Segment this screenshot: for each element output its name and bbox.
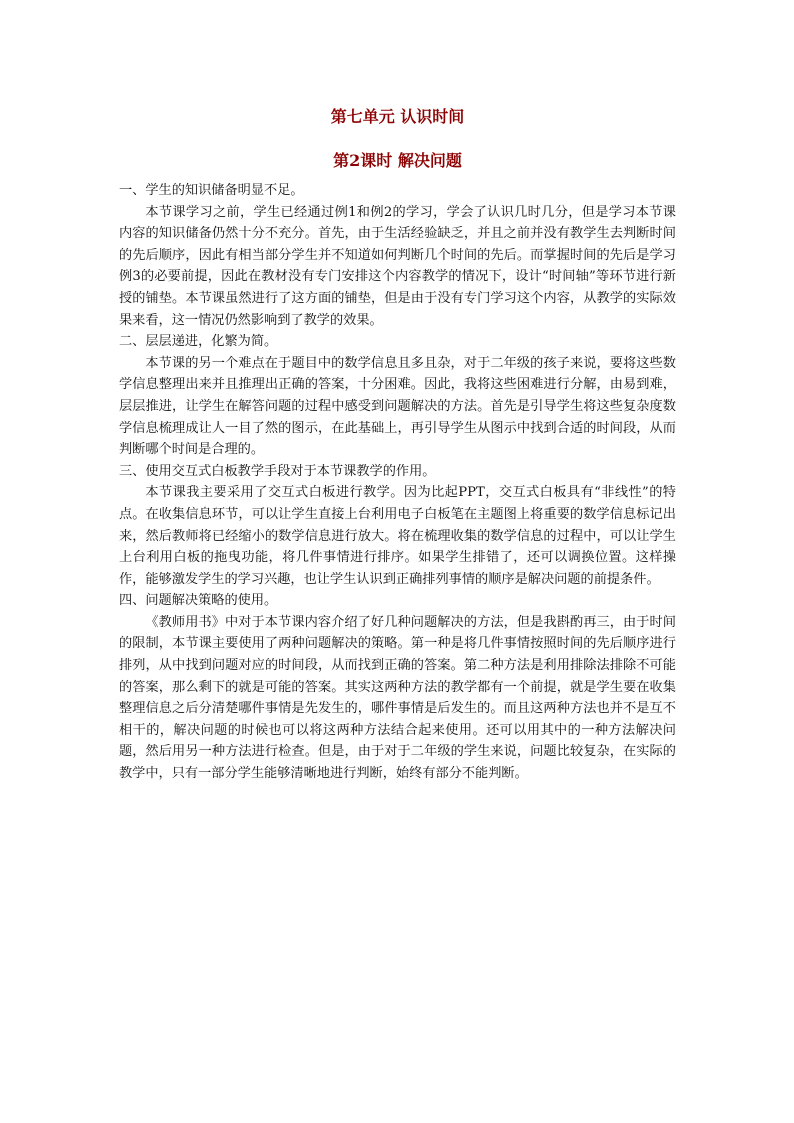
- section-heading: 一、学生的知识储备明显不足。: [119, 183, 304, 198]
- section-3: [119, 461, 676, 591]
- section-paragraph: 本节课我主要采用了交互式白板进行教学。因为比起PPT，交互式白板具有“非线性”的特点。在收集信息环节，可以让学生直接上台利用电子白板笔在主题图上将重要的数学信息标记出来，然后教师将已经缩小的数学信息进行放大。将在梳理收集的数学信息的过程中，可以让学生上台利用白板的拖曳功能，将几件事情进行排序。如果学生排错了，还可以调换位置。这样操作，能够激发学生的学习兴趣，也让学生认识到正确排列事情的顺序是解决问题的前提条件。: [119, 485, 676, 587]
- section-paragraph: 本节课学习之前，学生已经通过例1和例2的学习，学会了认识几时几分，但是学习本节课内容的知识储备仍然十分不充分。首先，由于生活经验缺乏，并且之前并没有教学生去判断时间的先后顺序，因此有相当部分学生并不知道如何判断几个时间的先后。而掌握时间的先后是学习例3的必要前提，因此在教材没有专门安排这个内容教学的情况下，设计“时间轴”等环节进行新授的铺垫。本节课虽然进行了这方面的铺垫，但是由于没有专门学习这个内容，从教学的实际效果来看，这一情况仍然影响到了教学的效果。: [119, 204, 676, 328]
- section-heading: 三、使用交互式白板教学手段对于本节课教学的作用。: [119, 463, 436, 479]
- document-title: 第七单元 认识时间: [330, 107, 465, 126]
- section-heading: 二、层层递进，化繁为简。: [119, 334, 278, 350]
- document-subtitle: 第2课时 解决问题: [333, 151, 462, 170]
- document-body: [119, 104, 676, 785]
- section-1: [119, 180, 676, 331]
- section-paragraph: 《教师用书》中对于本节课内容介绍了好几种问题解决的方法，但是我斟酌再三，由于时间的限制，本节课主要使用了两种问题解决的策略。第一种是将几件事情按照时间的先后顺序进行排列，从中找到问题对应的时间段，从而找到正确的答案。第二种方法是利用排除法排除不可能的答案，那么剩下的就是可能的答案。其实这两种方法的教学都有一个前提，就是学生要在收集整理信息之后分清楚哪件事情是先发生的，哪件事情是后发生的。而且这两种方法也并不是互不相干的，解决问题的时候也可以将这两种方法结合起来使用。还可以用其中的一种方法解决问题，然后用另一种方法进行检查。但是，由于对于二年级的学生来说，问题比较复杂，在实际的教学中，只有一部分学生能够清晰地进行判断，始终有部分不能判断。: [119, 614, 676, 782]
- section-4: [119, 590, 676, 784]
- section-2: [119, 331, 676, 461]
- section-heading: 四、问题解决策略的使用。: [119, 593, 278, 609]
- section-paragraph: 本节课的另一个难点在于题目中的数学信息且多且杂，对于二年级的孩子来说，要将这些数学信息整理出来并且推理出正确的答案，十分困难。因此，我将这些困难进行分解，由易到难，层层推进，让学生在解答问题的过程中感受到问题解决的方法。首先是引导学生将这些复杂度数学信息梳理成让人一目了然的图示，在此基础上，再引导学生从图示中找到合适的时间段，从而判断哪个时间是合理的。: [119, 355, 676, 458]
